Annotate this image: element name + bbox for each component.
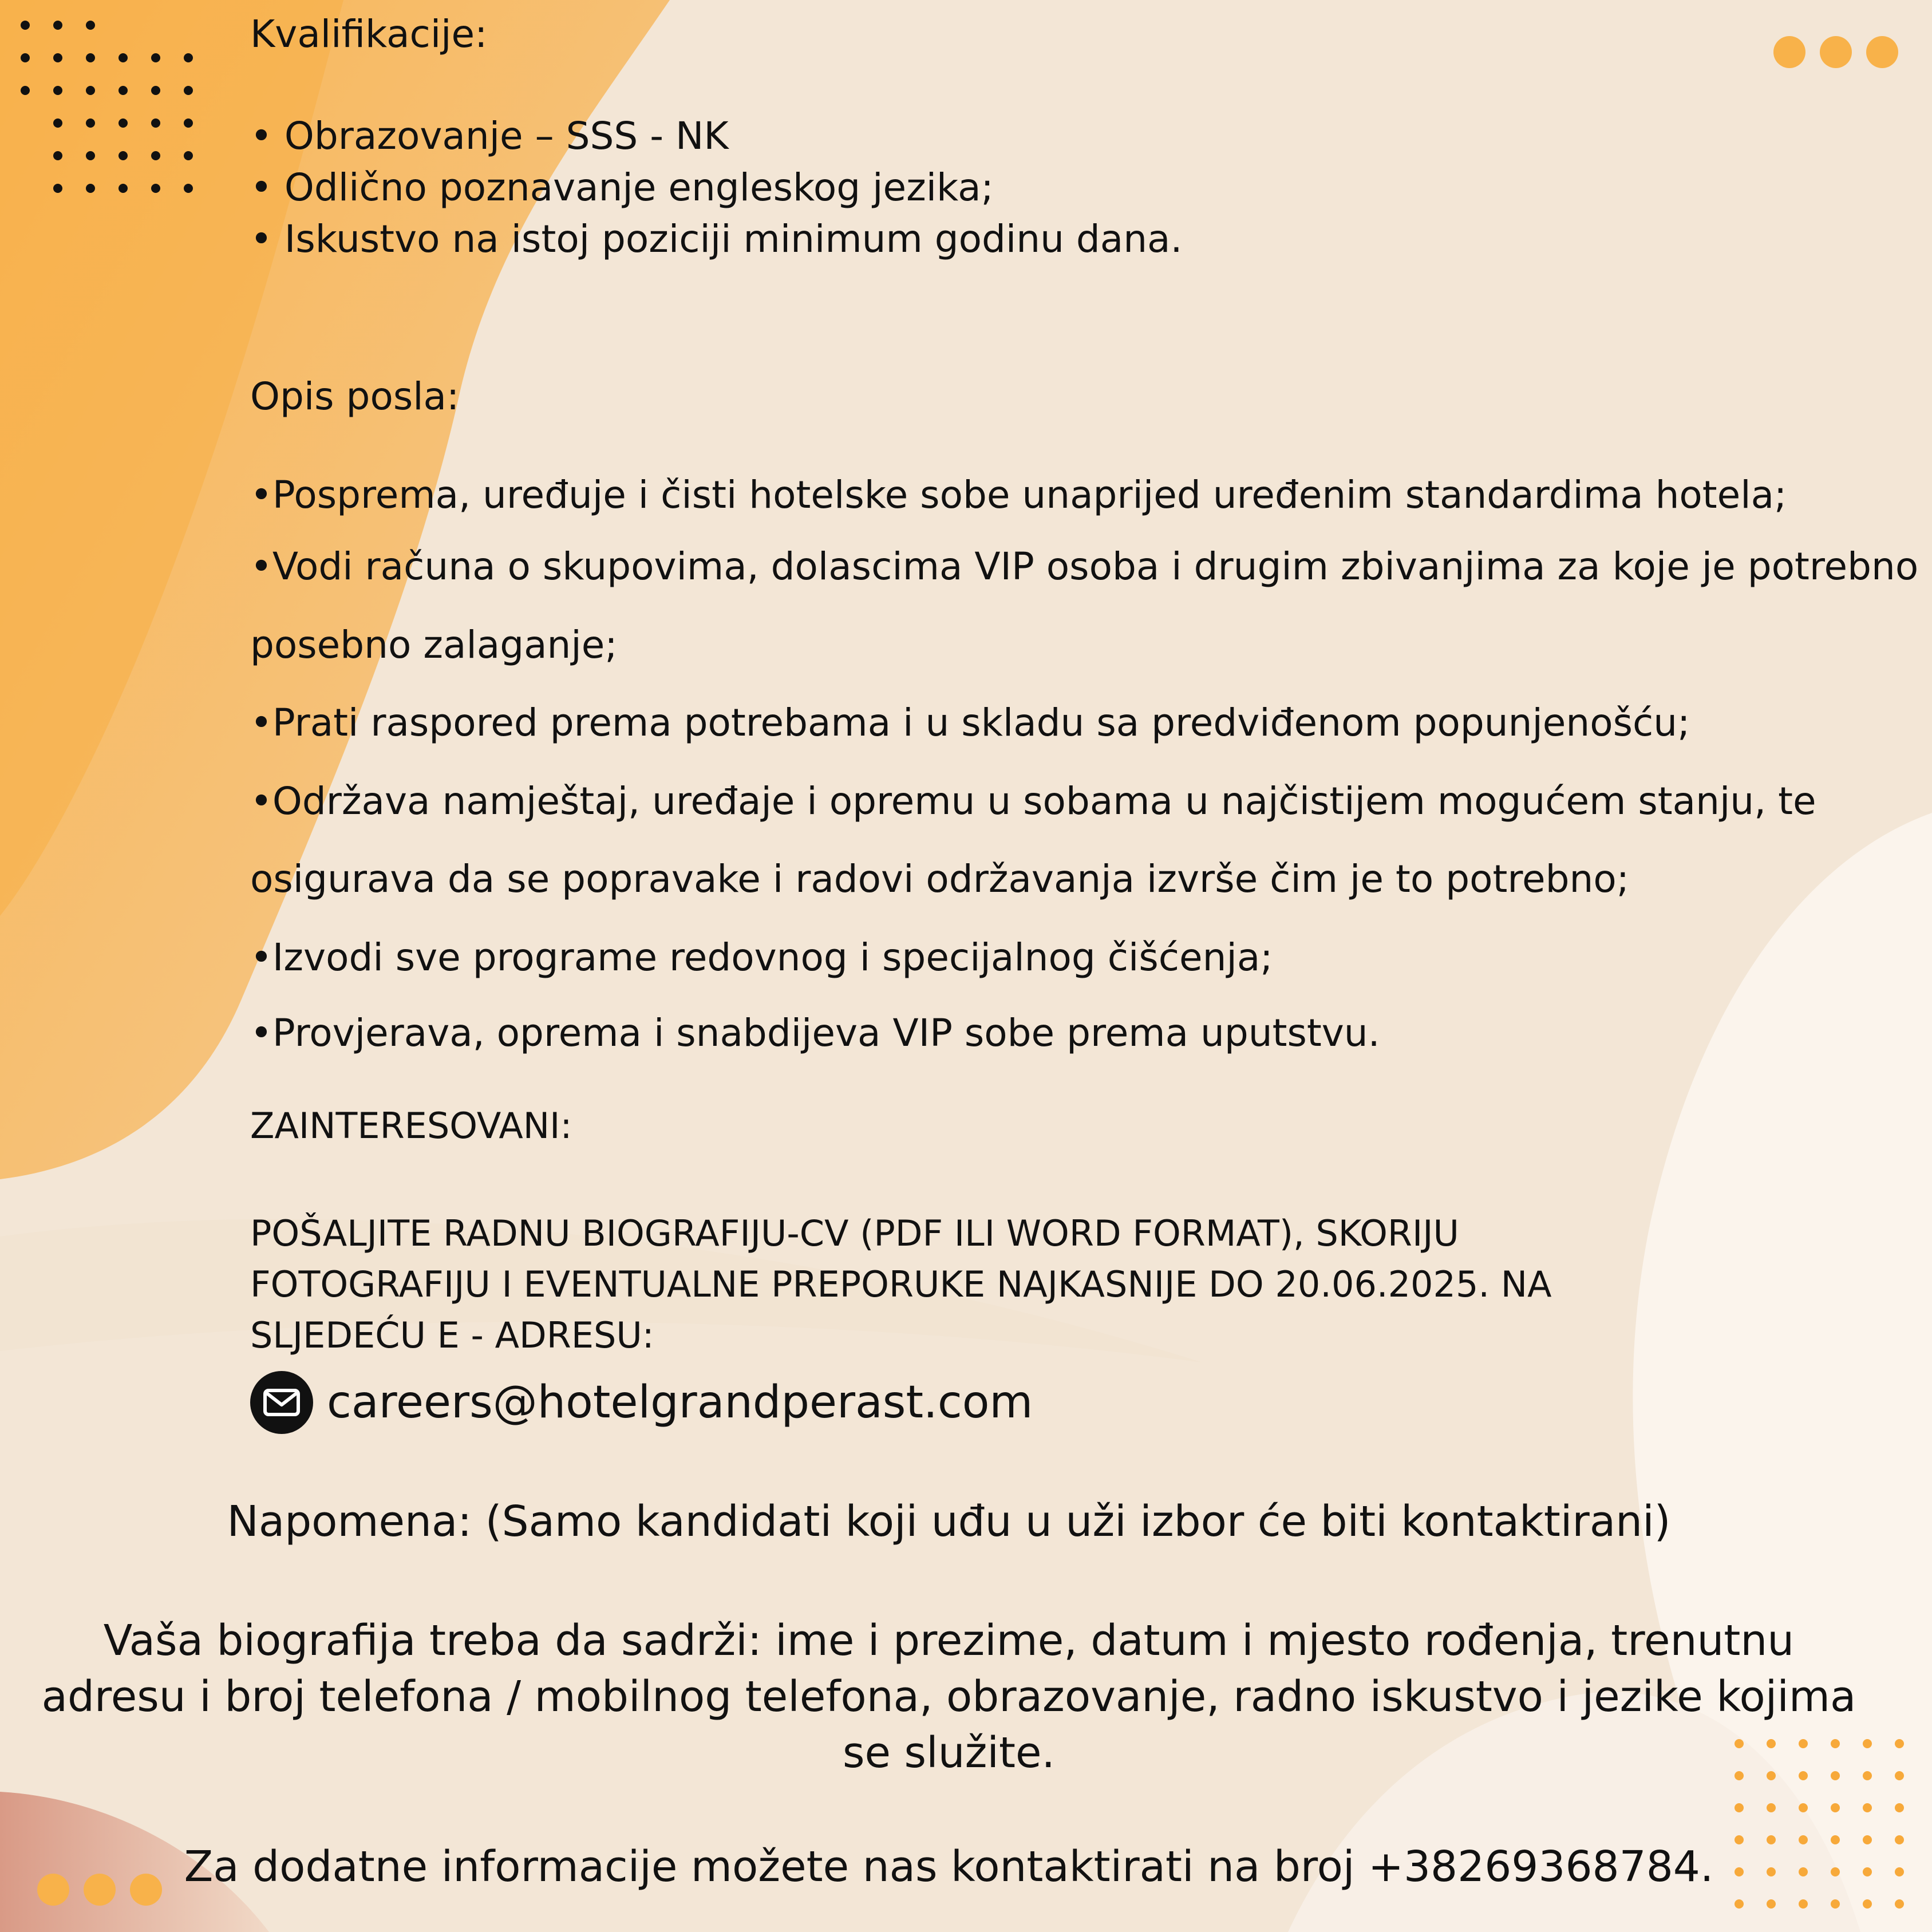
job-description-heading: Opis posla: bbox=[250, 374, 460, 418]
phone-contact-text: Za dodatne informacije možete nas kontaktirati na broj +38269368784. bbox=[184, 1842, 1714, 1891]
job-description-line: •Prati raspored prema potrebama i u skladu sa predviđenom popunjenošću; bbox=[250, 701, 1690, 745]
envelope-icon bbox=[250, 1371, 313, 1434]
job-description-line: osigurava da se popravake i radovi održavanja izvrše čim je to potrebno; bbox=[250, 857, 1629, 901]
interested-line: POŠALJITE RADNU BIOGRAFIJU-CV (PDF ILI WORD FORMAT), SKORIJU bbox=[250, 1212, 1459, 1254]
dot-grid-top-left bbox=[21, 21, 193, 193]
qualifications-heading: Kvalifikacije: bbox=[250, 12, 488, 56]
qualification-item: • Odlično poznavanje engleskog jezika; bbox=[250, 165, 994, 210]
job-description-line: •Provjerava, oprema i snabdijeva VIP sobe prema uputstvu. bbox=[250, 1011, 1380, 1055]
job-description-line: •Posprema, uređuje i čisti hotelske sobe unaprijed uređenim standardima hotela; bbox=[250, 473, 1787, 517]
job-description-line: •Izvodi sve programe redovnog i specijalnog čišćenja; bbox=[250, 935, 1273, 979]
job-description-line: •Održava namještaj, uređaje i opremu u sobama u najčistijem mogućem stanju, te bbox=[250, 779, 1816, 823]
cv-requirements-line: Vaša biografija treba da sadrži: ime i prezime, datum i mjesto rođenja, trenutnu bbox=[103, 1616, 1795, 1665]
job-description-line: posebno zalaganje; bbox=[250, 623, 618, 667]
cv-requirements-line: adresu i broj telefona / mobilnog telefona, obrazovanje, radno iskustvo i jezike kojima bbox=[41, 1672, 1856, 1721]
note-text: Napomena: (Samo kandidati koji uđu u uži izbor će biti kontaktirani) bbox=[227, 1497, 1671, 1546]
job-description-line: •Vodi računa o skupovima, dolascima VIP osoba i drugim zbivanjima za koje je potrebno bbox=[250, 544, 1919, 588]
interested-line: FOTOGRAFIJU I EVENTUALNE PREPORUKE NAJKASNIJE DO 20.06.2025. NA bbox=[250, 1263, 1552, 1305]
qualification-item: • Iskustvo na istoj poziciji minimum godinu dana. bbox=[250, 217, 1183, 261]
qualification-item: • Obrazovanje – SSS - NK bbox=[250, 114, 729, 158]
email-contact[interactable] bbox=[250, 1371, 1033, 1434]
interested-line: SLJEDEĆU E - ADRESU: bbox=[250, 1314, 654, 1356]
interested-heading: ZAINTERESOVANI: bbox=[250, 1105, 572, 1147]
email-address[interactable]: careers@hotelgrandperast.com bbox=[327, 1377, 1033, 1428]
cv-requirements-line: se služite. bbox=[842, 1728, 1056, 1777]
